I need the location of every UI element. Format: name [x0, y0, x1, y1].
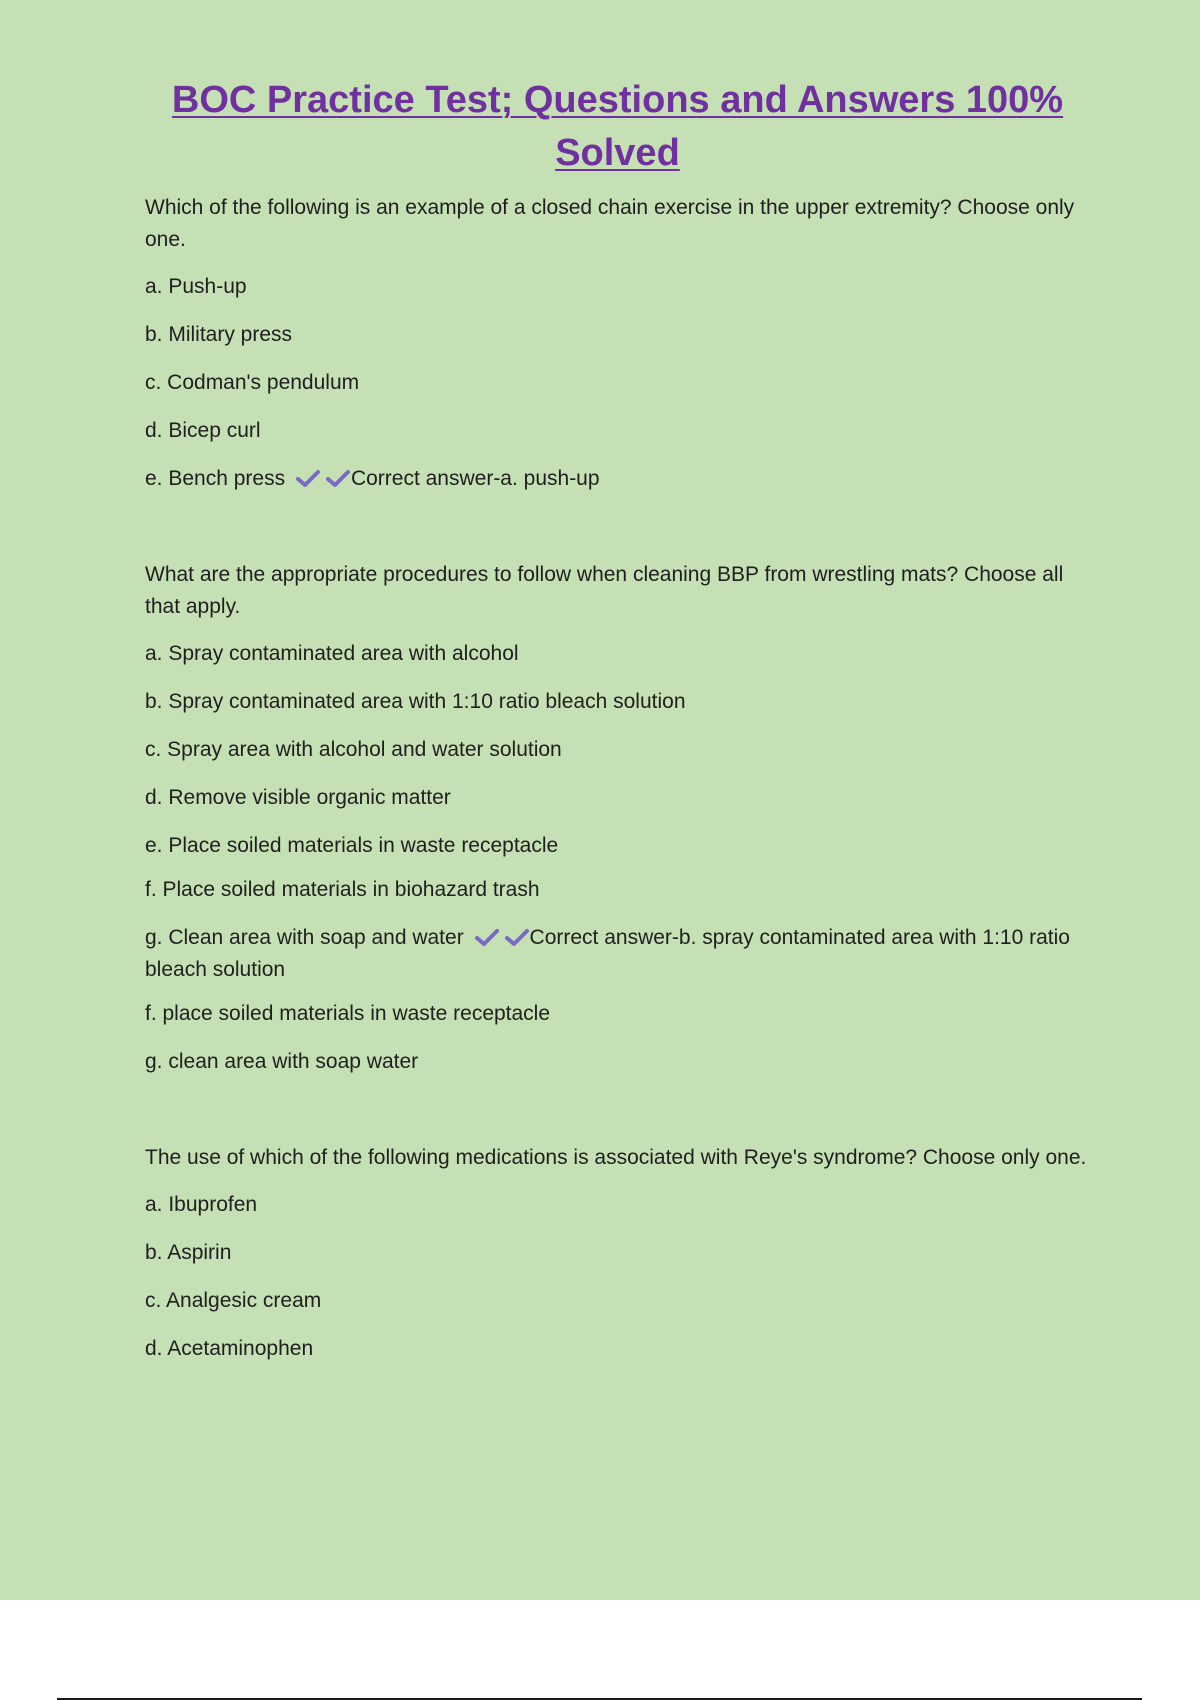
correct-answer: Correct answer-a. push-up: [350, 467, 600, 490]
option-b: b. Military press: [145, 323, 293, 346]
question-text: Which of the following is an example of a closed chain exercise in the upper extremity? Choose only one.: [145, 196, 1075, 251]
option-e-with-answer: [145, 463, 1090, 495]
document-content: [145, 74, 1090, 1381]
question-3: [145, 1142, 1090, 1365]
question-1: [145, 192, 1090, 495]
answer-extra-f: f. place soiled materials in waste receptacle: [145, 1002, 551, 1025]
option-c: c. Analgesic cream: [145, 1289, 322, 1312]
check-mark-icon: [295, 469, 321, 489]
option-a: a. Push-up: [145, 275, 247, 298]
correct-answer: Correct answer-b. spray contaminated area with 1:10 ratio bleach solution: [145, 926, 1070, 981]
question-separator: [145, 511, 1090, 559]
option-c: c. Spray area with alcohol and water solution: [145, 738, 562, 761]
question-text: What are the appropriate procedures to follow when cleaning BBP from wrestling mats? Choose all that apply.: [145, 563, 1064, 618]
question-2: [145, 559, 1090, 1078]
option-a: a. Ibuprofen: [145, 1193, 258, 1216]
option-e: e. Place soiled materials in waste receptacle: [145, 834, 559, 857]
question-separator: [145, 1094, 1090, 1142]
option-d: d. Acetaminophen: [145, 1337, 314, 1360]
check-mark-icon: [474, 928, 500, 948]
check-mark-icon: [325, 469, 351, 489]
document-title: BOC Practice Test; Questions and Answers 100% Solved: [171, 79, 1064, 174]
question-text: The use of which of the following medications is associated with Reye's syndrome? Choose only one.: [145, 1146, 1087, 1169]
option-e: e. Bench press: [145, 467, 286, 490]
check-mark-icon: [504, 928, 530, 948]
option-d: d. Remove visible organic matter: [145, 786, 451, 809]
option-b: b. Aspirin: [145, 1241, 232, 1264]
option-g: g. Clean area with soap and water: [145, 926, 464, 949]
option-a: a. Spray contaminated area with alcohol: [145, 642, 519, 665]
answer-extra-g: g. clean area with soap water: [145, 1050, 419, 1073]
option-d: d. Bicep curl: [145, 419, 261, 442]
option-g-with-answer: [145, 922, 1090, 986]
option-b: b. Spray contaminated area with 1:10 ratio bleach solution: [145, 690, 686, 713]
option-c: c. Codman's pendulum: [145, 371, 360, 394]
option-f: f. Place soiled materials in biohazard trash: [145, 878, 540, 901]
